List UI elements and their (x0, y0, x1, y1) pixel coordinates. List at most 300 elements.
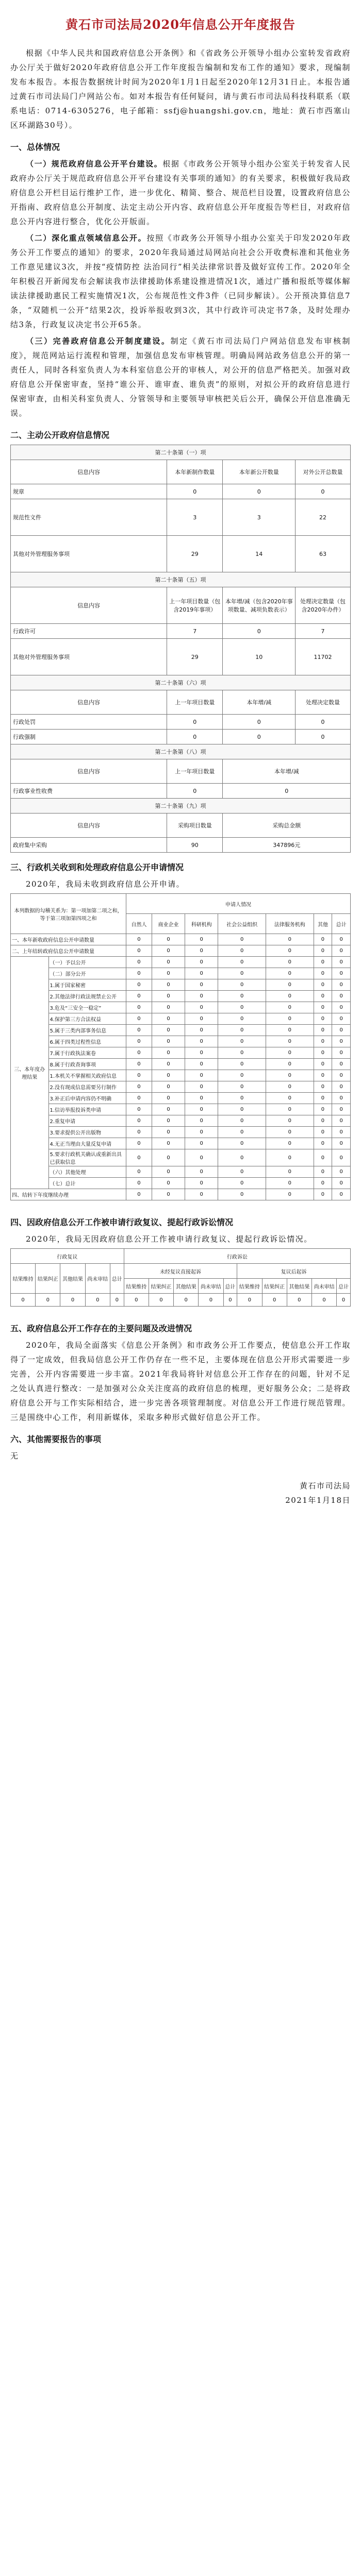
table-header: 本年新公开数量 (223, 460, 296, 484)
table-row-label: 2.其他法律行政法规禁止公开 (48, 991, 126, 1002)
table-cell: 0 (126, 945, 152, 957)
table-cell: 0 (332, 1002, 351, 1013)
table-header: 信息内容 (11, 587, 167, 624)
table-row-label: 行政处罚 (11, 715, 167, 730)
table-cell: 0 (332, 1178, 351, 1189)
table-row-label: 3.补正后申请内容仍不明确 (48, 1093, 126, 1104)
table-row-label: 行政强制 (11, 730, 167, 744)
table-cell: 0 (185, 1081, 218, 1093)
table-row (11, 1093, 351, 1104)
table-cell: 0 (337, 1294, 351, 1307)
table-cell: 0 (185, 1070, 218, 1081)
table-cell: 10 (223, 639, 296, 675)
section3-heading: 三、行政机关收到和处理政府信息公开申请情况 (10, 862, 184, 872)
table-row-label: 4.保护第三方合法权益 (48, 1013, 126, 1025)
active-disclosure-table (10, 445, 351, 853)
table-caption: 第二十条第（五）项 (11, 572, 351, 587)
table-cell: 0 (126, 1149, 152, 1166)
table-cell: 0 (314, 934, 332, 945)
report-page (10, 0, 351, 1528)
table-cell: 0 (314, 1115, 332, 1127)
table-cell: 0 (152, 1189, 185, 1200)
table-row (11, 945, 351, 957)
table-header: 行政复议 (11, 1249, 124, 1264)
table-cell: 0 (126, 1127, 152, 1138)
table-cell: 29 (167, 639, 223, 675)
table-cell: 0 (218, 1104, 266, 1115)
table-cell: 0 (152, 1149, 185, 1166)
table-cell: 0 (149, 1294, 173, 1307)
table-row (11, 1149, 351, 1166)
table-cell: 0 (126, 934, 152, 945)
section5-heading: 五、政府信息公开工作存在的主要问题及改进情况 (10, 1324, 192, 1333)
table-cell: 0 (266, 979, 314, 991)
table-cell: 0 (185, 945, 218, 957)
table-cell: 0 (152, 1178, 185, 1189)
table-cell: 22 (296, 499, 351, 536)
table-cell: 347896元 (223, 838, 351, 853)
table-header: 采购项目数量 (167, 814, 223, 838)
table-cell: 0 (314, 979, 332, 991)
table-cell: 0 (152, 1047, 185, 1059)
table-caption: 第二十条第（一）项 (11, 445, 351, 460)
table-cell: 0 (152, 1059, 185, 1070)
table-cell: 0 (185, 1104, 218, 1115)
table-cell: 0 (167, 784, 223, 799)
table-cell: 0 (218, 1002, 266, 1013)
table-cell: 0 (152, 945, 185, 957)
table-cell: 0 (152, 991, 185, 1002)
table-header: 结果纠正 (262, 1279, 287, 1294)
section6-text: 无 (10, 1451, 19, 1461)
table-cell: 0 (218, 1138, 266, 1149)
table-row-label: 3.要求提供公开出版物 (48, 1127, 126, 1138)
table-cell: 0 (314, 991, 332, 1002)
table-cell: 0 (332, 1025, 351, 1036)
table-header: 结果维持 (11, 1264, 36, 1294)
table-row (11, 979, 351, 991)
application-table-body (11, 934, 351, 1200)
table-cell: 0 (152, 1002, 185, 1013)
table-caption: 第二十条第（九）项 (11, 799, 351, 814)
table-cell: 0 (126, 1093, 152, 1104)
table-cell: 63 (296, 536, 351, 572)
table-cell: 0 (223, 1294, 237, 1307)
table-cell: 0 (218, 1059, 266, 1070)
table-cell: 0 (266, 1059, 314, 1070)
table-cell: 0 (332, 1036, 351, 1047)
table-header: 本年新制作数量 (167, 460, 223, 484)
table-cell: 0 (311, 1294, 336, 1307)
table-cell: 0 (218, 934, 266, 945)
table-header: 结果纠正 (149, 1279, 173, 1294)
table-cell: 0 (185, 1149, 218, 1166)
table-header: 总计 (332, 914, 351, 934)
section1-item-3-text: 制定《黄石市司法局门户网站信息发布审核制度》，规范网站运行流程和管理，加强信息发布审核管理。明确局网站政务信息公开的第一责任人，同时各科室负责人为本科室信息公开的审核人，对公开的信息严格把关。加强对政府信息公开保密审查，坚持“谁公开、谁审查、谁负责”的原则，对拟公开的政府信息进行保密审查，由相关科室负责人、分管领导和主要领导审核把关后公开，确保公开信息准确无误。 (10, 336, 351, 418)
table-cell: 0 (266, 991, 314, 1002)
table-cell: 0 (314, 1081, 332, 1093)
table-cell: 0 (218, 1070, 266, 1081)
table-cell: 0 (218, 945, 266, 957)
table-cell: 0 (185, 1047, 218, 1059)
table-header: 法律服务机构 (266, 914, 314, 934)
table-cell: 0 (332, 934, 351, 945)
table-cell: 0 (152, 968, 185, 979)
table-header: 采购总金额 (223, 814, 351, 838)
table-header: 社会公益组织 (218, 914, 266, 934)
table-cell: 0 (152, 1115, 185, 1127)
section5-text: 2020年，我局全面落实《信息公开条例》和市政务公开工作要点，使信息公开工作取得了一定成效，但我局信息公开工作仍存在一些不足，主要体现在信息公开形式需要进一步完善，公开内容需要进一步丰富。2021年我局将针对信息公开工作存在的问题，针对不足之处认真进行整改：一是加强对公众关注度高的政府信息的梳理，更好服务公众；二是将政府信息公开与工作实际相结合，进一步完善各项管理制度。对信息公开工作进行规范管理。三是围绕中心工作，利用新媒体，采取多种形式做好信息公开工作。 (10, 1341, 351, 1422)
table-cell: 0 (126, 1178, 152, 1189)
table-cell: 0 (60, 1294, 85, 1307)
section4-text: 2020年，我局无因政府信息公开工作被申请行政复议、提起行政诉讼情况。 (26, 1234, 313, 1244)
table-header: 本年增/减（包含2020年事项数量、减项负数表示） (223, 587, 296, 624)
table-row (11, 968, 351, 979)
table-cell: 0 (126, 1013, 152, 1025)
table-header: 其他结果 (287, 1279, 311, 1294)
table-cell: 0 (126, 1059, 152, 1070)
table-cell: 0 (223, 624, 296, 639)
table-cell: 0 (314, 1013, 332, 1025)
table-cell: 0 (287, 1294, 311, 1307)
table-cell: 0 (266, 968, 314, 979)
table-cell: 0 (174, 1294, 199, 1307)
table-row-label: 行政许可 (11, 624, 167, 639)
table-header: 其他结果 (174, 1279, 199, 1294)
table-cell: 0 (185, 979, 218, 991)
table-cell: 0 (223, 715, 296, 730)
table-cell: 0 (167, 484, 223, 499)
section1-item-1-text: 根据《市政务公开领导小组办公室关于转发省人民政府办公厅关于规范政府信息公开平台建设有关事项的通知》的有关要求，积极做好我局政府信息公开栏目运行维护工作，进一步优化、精简、整合、规范栏目设置，设置政府信息公开指南、政府信息公开制度、法定主动公开内容、政府信息公开年度报告等栏目，对政府信息公开内容进行整合，优化公开版面。 (10, 159, 351, 226)
table-cell: 0 (185, 1013, 218, 1025)
table-row-label: 3.危及“三安全一稳定” (48, 1002, 126, 1013)
table-cell: 0 (262, 1294, 287, 1307)
table-cell: 0 (218, 991, 266, 1002)
table-cell: 0 (314, 1059, 332, 1070)
table-cell: 0 (185, 1115, 218, 1127)
table-caption: 第二十条第（八）项 (11, 744, 351, 759)
table-cell: 0 (36, 1294, 60, 1307)
table-cell: 0 (332, 1081, 351, 1093)
table-cell: 29 (167, 536, 223, 572)
table-header: 自然人 (126, 914, 152, 934)
table-cell: 0 (266, 1002, 314, 1013)
table-cell: 0 (314, 957, 332, 968)
table-cell: 0 (332, 1013, 351, 1025)
table-cell: 0 (266, 1070, 314, 1081)
table-row-label: 四、结转下年度继续办理 (11, 1189, 126, 1200)
table-row (11, 957, 351, 968)
table-row-label: 5.要求行政机关确认或重新出具已获取信息 (48, 1149, 126, 1166)
table-cell: 0 (126, 979, 152, 991)
table-cell: 0 (332, 1059, 351, 1070)
table-cell: 0 (266, 1036, 314, 1047)
table-cell: 0 (167, 715, 223, 730)
table-header: 处理决定数量 (296, 690, 351, 715)
table-cell: 0 (266, 1104, 314, 1115)
table-row (11, 1178, 351, 1189)
table-cell: 0 (126, 1115, 152, 1127)
table-header: 尚未审结 (85, 1264, 110, 1294)
table-cell: 0 (314, 1189, 332, 1200)
table-header: 结果维持 (124, 1279, 149, 1294)
intro-paragraph: 根据《中华人民共和国政府信息公开条例》和《省政务公开领导小组办公室转发省政府办公厅关于做好2020年政府信息公开工作年度报告编制和发布工作的通知》要求，现编制发布本报告。本报告数据统计时间为2020年1月1日起至2020年12月31日止。本报告通过黄石市司法局门户网站公布。如对本报告有任何疑问，请与黄石市司法局科技科联系（联系电话：0714-6305276，电子邮箱：ssfj@huangshi.gov.cn，地址：黄石市西塞山区环湖路30号）。 (10, 48, 351, 130)
table-cell: 0 (185, 968, 218, 979)
table-cell: 0 (126, 1189, 152, 1200)
table-row (11, 1081, 351, 1093)
table-cell: 0 (152, 1036, 185, 1047)
section4-heading: 四、因政府信息公开工作被申请行政复议、提起行政诉讼情况 (10, 1217, 234, 1227)
table-cell: 0 (314, 1104, 332, 1115)
table-header: 结果纠正 (36, 1264, 60, 1294)
table-row-label: （七）总计 (48, 1178, 126, 1189)
table-header: 商业企业 (152, 914, 185, 934)
table-cell: 0 (185, 957, 218, 968)
table-row-label: 行政事业性收费 (11, 784, 167, 799)
table-row (11, 1036, 351, 1047)
table-cell: 11702 (296, 639, 351, 675)
table-cell: 0 (126, 1025, 152, 1036)
table-row-label: 1.信访举报投诉类申请 (48, 1104, 126, 1115)
table-cell: 0 (126, 1138, 152, 1149)
table-cell: 0 (185, 1093, 218, 1104)
table-row (11, 1025, 351, 1036)
table-cell: 0 (152, 1025, 185, 1036)
table-cell: 0 (223, 484, 296, 499)
table-cell: 0 (185, 1138, 218, 1149)
table-caption: 第二十条第（六）项 (11, 675, 351, 690)
signature-date: 2021年1月18日 (285, 1496, 351, 1505)
section3-text: 2020年，我局未收到政府信息公开申请。 (26, 879, 185, 889)
table-cell: 0 (218, 1013, 266, 1025)
table-cell: 0 (296, 715, 351, 730)
table-cell: 0 (218, 979, 266, 991)
table-cell: 0 (126, 991, 152, 1002)
table-cell: 0 (314, 945, 332, 957)
table-cell: 0 (152, 1013, 185, 1025)
table-cell: 0 (266, 1013, 314, 1025)
table-row-label: 规章 (11, 484, 167, 499)
table-cell: 0 (218, 1127, 266, 1138)
table-cell: 0 (332, 1149, 351, 1166)
table-cell: 0 (332, 1047, 351, 1059)
table-header: 行政诉讼 (124, 1249, 350, 1264)
table-cell: 0 (296, 730, 351, 744)
table-cell: 0 (185, 1036, 218, 1047)
table-row-label: 4.无正当理由大量反复申请 (48, 1138, 126, 1149)
table-row (11, 1115, 351, 1127)
table-cell: 0 (266, 1138, 314, 1149)
table-header: 上一年项目数量 (167, 690, 223, 715)
table-cell: 0 (126, 968, 152, 979)
table-row (11, 1059, 351, 1070)
table-row (11, 1166, 351, 1178)
table-cell: 0 (126, 957, 152, 968)
section1-item-1-lead: （一）规范政府信息公开平台建设。 (26, 159, 163, 168)
table-cell: 7 (167, 624, 223, 639)
table-row (11, 1138, 351, 1149)
table-cell: 0 (296, 484, 351, 499)
table-header: 上一年项目数量 (167, 759, 223, 784)
table-row (11, 1104, 351, 1115)
table-row-label: 二、上年结转政府信息公开申请数量 (11, 945, 126, 957)
table-cell: 7 (296, 624, 351, 639)
table-cell: 0 (218, 1189, 266, 1200)
table-cell: 0 (266, 1189, 314, 1200)
table-cell: 0 (314, 1178, 332, 1189)
table-cell: 0 (218, 1036, 266, 1047)
application-table (10, 893, 351, 1200)
section1-item-1 (10, 157, 351, 229)
table-header: 信息内容 (11, 759, 167, 784)
table-row-label: 2.重复申请 (48, 1115, 126, 1127)
table-cell: 0 (152, 1081, 185, 1093)
table-cell: 0 (314, 1070, 332, 1081)
table-cell: 0 (126, 1081, 152, 1093)
table-cell: 0 (185, 991, 218, 1002)
table-cell: 0 (314, 1025, 332, 1036)
signature-org: 黄石市司法局 (299, 1481, 351, 1490)
table-cell: 90 (167, 838, 223, 853)
table-row (11, 1189, 351, 1200)
table-row-label: 2.没有现成信息需要另行制作 (48, 1081, 126, 1093)
table-cell: 0 (314, 1047, 332, 1059)
table-row-label: 5.属于三类内部事务信息 (48, 1025, 126, 1036)
section1-item-2-lead: （二）深化重点领域信息公开。 (26, 233, 147, 243)
table-cell: 0 (218, 1081, 266, 1093)
table-cell: 0 (266, 1178, 314, 1189)
table-cell: 0 (185, 934, 218, 945)
table-row (11, 1047, 351, 1059)
table-cell: 0 (11, 1294, 36, 1307)
table-cell: 0 (126, 1047, 152, 1059)
table-cell: 0 (152, 1127, 185, 1138)
table-cell: 0 (126, 1036, 152, 1047)
table-cell: 0 (314, 1093, 332, 1104)
table-cell: 3 (167, 499, 223, 536)
table-cell: 0 (332, 1115, 351, 1127)
table-row-label: 7.属于行政执法案卷 (48, 1047, 126, 1059)
table-cell: 0 (218, 1093, 266, 1104)
table-cell: 0 (185, 1178, 218, 1189)
table-cell: 0 (266, 1025, 314, 1036)
table-cell: 0 (185, 1166, 218, 1178)
section1-item-2-text: 按照《市政务公开领导小组办公室关于印发2020年政务公开工作要点的通知》的要求，2020年我局通过局网站向社会公开收费标准和其他业务工作意见建议3次，并按“疫情防控 法治同行”相关法律常识普及做好宣传工作。2020年全年积极召开新闻发布会解读我市法律援助体系建设推进情况1次，通过广播和报纸等媒体解读法律援助惠民工程实施情况1次，公布规范性文件3件（已同步解读）。公开预决算信息7条，“双随机一公开”结果2次，投诉举报收到3次，其中行政许可决定书7条，及时处理办结3条，行政复议决定书公开65条。 (10, 233, 351, 329)
table-cell: 0 (152, 1104, 185, 1115)
table-header: 其他 (314, 914, 332, 934)
table-header: 复议后起诉 (237, 1264, 351, 1279)
table-cell: 0 (314, 1149, 332, 1166)
table-header: 科研机构 (185, 914, 218, 934)
table-cell: 0 (237, 1294, 262, 1307)
table-cell: 0 (152, 934, 185, 945)
table-cell: 0 (266, 1166, 314, 1178)
table-row-label: 其他对外管理服务事项 (11, 536, 167, 572)
table-row-label: 其他对外管理服务事项 (11, 639, 167, 675)
table-cell: 0 (266, 1149, 314, 1166)
section6-heading: 六、其他需要报告的事项 (10, 1434, 102, 1444)
table-cell: 0 (110, 1294, 124, 1307)
table-row (11, 1070, 351, 1081)
table-header: 本年增/减 (223, 759, 351, 784)
table-cell: 0 (126, 1002, 152, 1013)
table-cell: 0 (314, 968, 332, 979)
table-row-label: 一、本年新收政府信息公开申请数量 (11, 934, 126, 945)
review-litigation-table (10, 1248, 351, 1307)
table-cell: 0 (126, 1104, 152, 1115)
table-cell: 0 (266, 1127, 314, 1138)
table-cell: 0 (223, 730, 296, 744)
table-cell: 0 (185, 1025, 218, 1036)
table-cell: 0 (332, 1070, 351, 1081)
table-cell: 0 (266, 945, 314, 957)
table-cell: 0 (218, 1025, 266, 1036)
table-cell: 0 (314, 1036, 332, 1047)
table-row (11, 1013, 351, 1025)
table-cell: 0 (218, 968, 266, 979)
table-header: 尚未审结 (311, 1279, 336, 1294)
table-header: 结果维持 (237, 1279, 262, 1294)
table-header: 其他结果 (60, 1264, 85, 1294)
table-cell: 0 (332, 957, 351, 968)
table-cell: 0 (332, 1138, 351, 1149)
table-cell: 0 (218, 1149, 266, 1166)
table-header: 总计 (223, 1279, 237, 1294)
table-row-label: （一）予以公开 (48, 957, 126, 968)
table-cell: 0 (218, 1178, 266, 1189)
table-cell: 0 (152, 957, 185, 968)
table-cell: 0 (266, 1115, 314, 1127)
page-title: 黄石市司法局2020年信息公开年度报告 (65, 17, 296, 32)
table-cell: 0 (266, 1081, 314, 1093)
section1-item-2 (10, 231, 351, 332)
table-row (11, 1002, 351, 1013)
table-header: 上一年项目数量（包含2019年事项） (167, 587, 223, 624)
table-cell: 0 (332, 979, 351, 991)
table-cell: 0 (199, 1294, 223, 1307)
table-header: 处理决定数量（包含2020年办件） (296, 587, 351, 624)
section2-heading: 二、主动公开政府信息情况 (10, 430, 110, 440)
table-row-label: （二）部分公开 (48, 968, 126, 979)
table-cell: 0 (314, 1002, 332, 1013)
table-cell: 0 (266, 957, 314, 968)
table-cell: 0 (332, 1127, 351, 1138)
table-row (11, 991, 351, 1002)
table-cell: 0 (266, 934, 314, 945)
table-cell: 0 (126, 1070, 152, 1081)
table-row-label: 1.属于国家秘密 (48, 979, 126, 991)
table-row-label: （六）其他处理 (48, 1166, 126, 1178)
table-header: 本年增/减 (223, 690, 296, 715)
table-cell: 0 (152, 979, 185, 991)
table-header: 未经复议直接起诉 (124, 1264, 237, 1279)
section1-item-3-lead: （三）完善政府信息公开制度建设。 (26, 336, 171, 346)
table-cell: 0 (152, 1093, 185, 1104)
table-cell: 0 (152, 1070, 185, 1081)
table-cell: 0 (266, 1093, 314, 1104)
table-header: 对外公开总数量 (296, 460, 351, 484)
table-cell: 0 (332, 1166, 351, 1178)
table-header: 信息内容 (11, 690, 167, 715)
table-header: 总计 (337, 1279, 351, 1294)
table-cell: 0 (124, 1294, 149, 1307)
table-cell: 0 (167, 730, 223, 744)
table-header: 申请人情况 (126, 894, 351, 914)
table-row (11, 1127, 351, 1138)
table-header: 本列数据的勾稽关系为：第一项加第二项之和，等于第三项加第四项之和 (11, 894, 126, 934)
table-header: 信息内容 (11, 460, 167, 484)
table-cell: 0 (314, 1138, 332, 1149)
